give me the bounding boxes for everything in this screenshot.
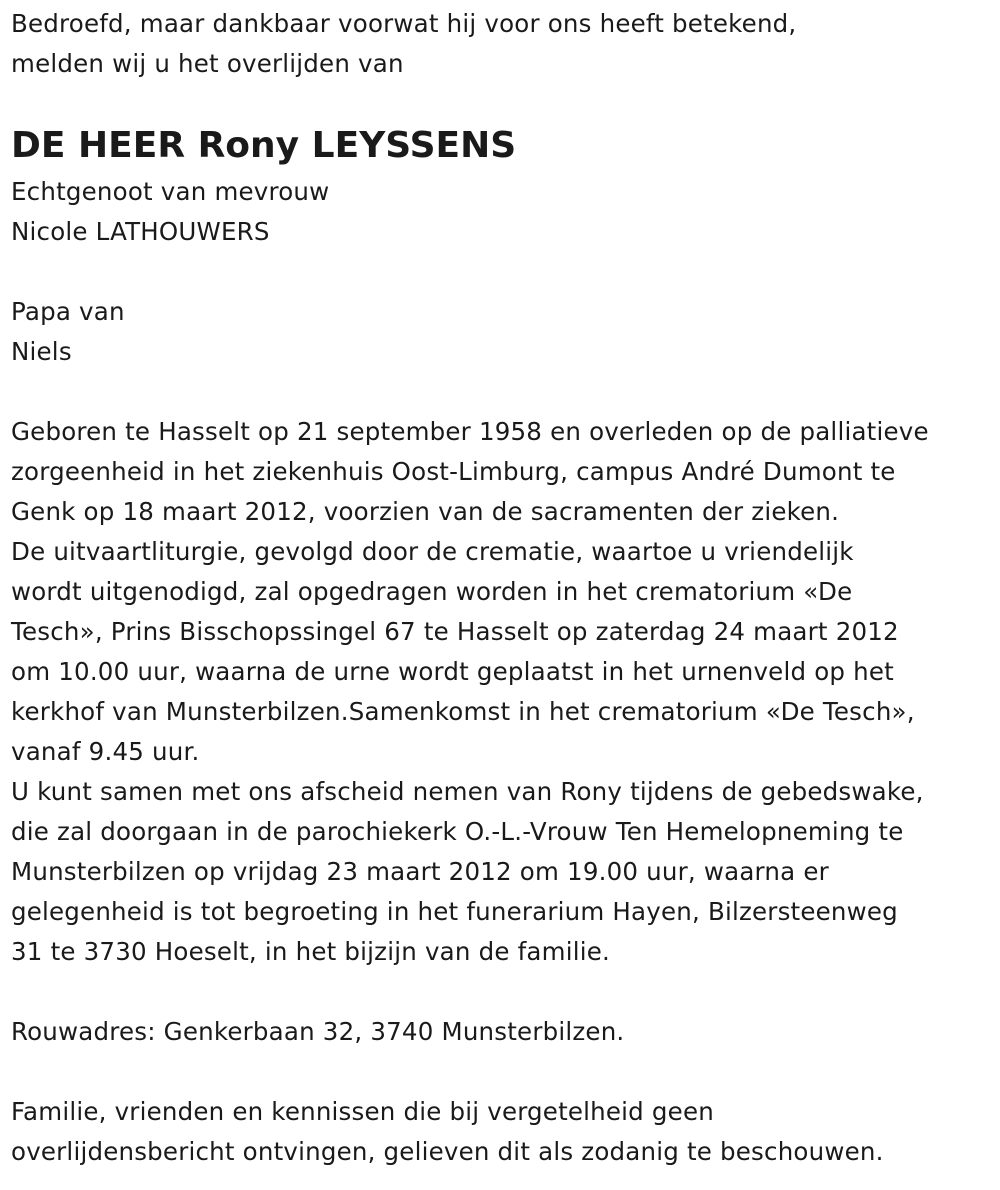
spacer bbox=[11, 252, 991, 292]
details-line: om 10.00 uur, waarna de urne wordt geplaatst in het urnenveld op het bbox=[11, 657, 894, 686]
details-line: Munsterbilzen op vrijdag 23 maart 2012 om 19.00 uur, waarna er bbox=[11, 857, 829, 886]
spouse-info bbox=[11, 172, 991, 252]
intro-line: Bedroefd, maar dankbaar voorwat hij voor ons heeft betekend, bbox=[11, 9, 797, 38]
funeral-details bbox=[11, 412, 991, 972]
children-line: Papa van bbox=[11, 297, 125, 326]
closing-note bbox=[11, 1092, 991, 1172]
details-line: die zal doorgaan in de parochiekerk O.-L.-Vrouw Ten Hemelopneming te bbox=[11, 817, 904, 846]
details-line: Geboren te Hasselt op 21 september 1958 en overleden op de palliatieve bbox=[11, 417, 929, 446]
deceased-name: DE HEER Rony LEYSSENS bbox=[11, 125, 517, 166]
details-line: gelegenheid is tot begroeting in het funerarium Hayen, Bilzersteenweg bbox=[11, 897, 898, 926]
children-line: Niels bbox=[11, 337, 72, 366]
details-line: Tesch», Prins Bisschopssingel 67 te Hasselt op zaterdag 24 maart 2012 bbox=[11, 617, 899, 646]
intro-text bbox=[11, 4, 991, 84]
details-line: zorgeenheid in het ziekenhuis Oost-Limburg, campus André Dumont te bbox=[11, 457, 896, 486]
closing-line: Familie, vrienden en kennissen die bij vergetelheid geen bbox=[11, 1097, 714, 1126]
details-line: U kunt samen met ons afscheid nemen van Rony tijdens de gebedswake, bbox=[11, 777, 924, 806]
closing-line: overlijdensbericht ontvingen, gelieven dit als zodanig te beschouwen. bbox=[11, 1137, 884, 1166]
details-line: 31 te 3730 Hoeselt, in het bijzijn van de familie. bbox=[11, 937, 610, 966]
spacer bbox=[11, 372, 991, 412]
details-line: kerkhof van Munsterbilzen.Samenkomst in het crematorium «De Tesch», bbox=[11, 697, 915, 726]
children-info bbox=[11, 292, 991, 372]
spouse-line: Nicole LATHOUWERS bbox=[11, 217, 270, 246]
details-line: De uitvaartliturgie, gevolgd door de crematie, waartoe u vriendelijk bbox=[11, 537, 854, 566]
spacer bbox=[11, 972, 991, 1012]
spouse-line: Echtgenoot van mevrouw bbox=[11, 177, 330, 206]
details-line: wordt uitgenodigd, zal opgedragen worden in het crematorium «De bbox=[11, 577, 853, 606]
details-line: vanaf 9.45 uur. bbox=[11, 737, 200, 766]
mourning-address: Rouwadres: Genkerbaan 32, 3740 Munsterbilzen. bbox=[11, 1017, 625, 1046]
details-line: Genk op 18 maart 2012, voorzien van de sacramenten der zieken. bbox=[11, 497, 840, 526]
intro-line: melden wij u het overlijden van bbox=[11, 49, 404, 78]
obituary-notice bbox=[11, 4, 991, 1172]
spacer bbox=[11, 1052, 991, 1092]
